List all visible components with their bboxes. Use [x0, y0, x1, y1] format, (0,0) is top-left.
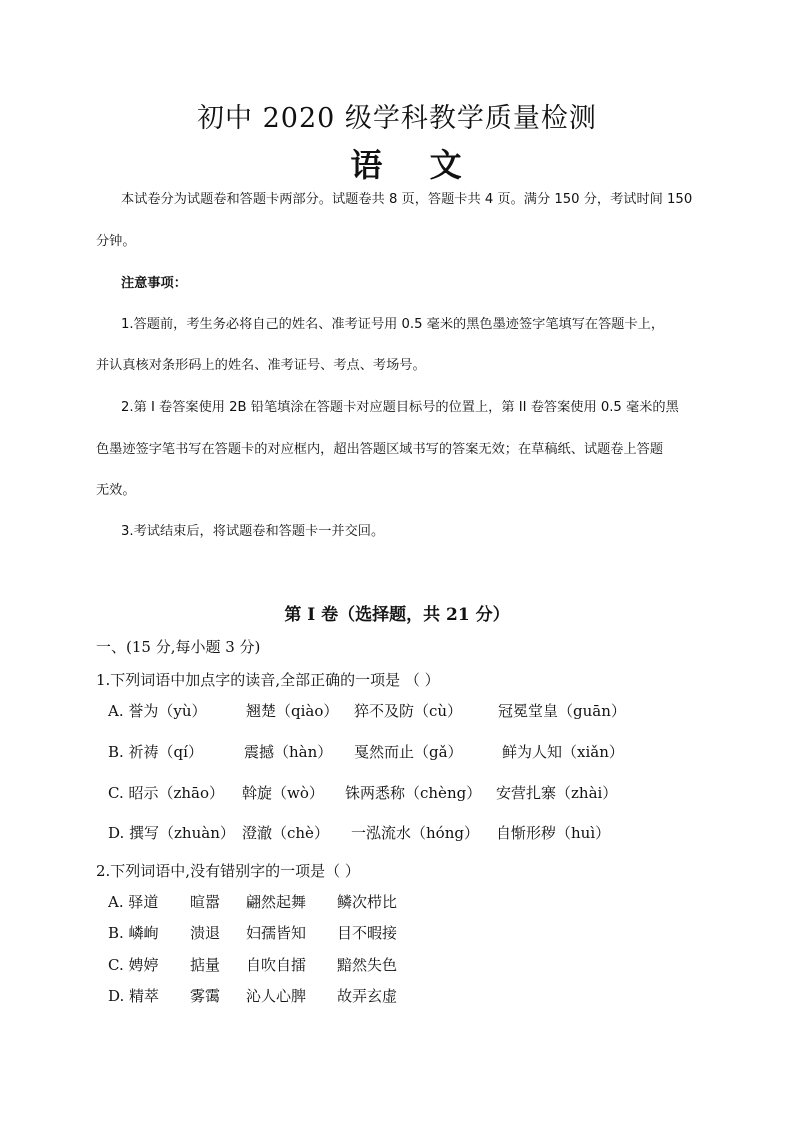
q2-b-word-1: B. 嶙峋: [108, 924, 159, 942]
q2-a-word-2: 暄嚣: [190, 893, 221, 911]
q2-c-word-1: C. 娉婷: [108, 956, 159, 974]
q1-d-word-4: 自惭形秽（huì）: [496, 824, 611, 842]
q2-option-a: [108, 891, 708, 913]
q2-option-c: [108, 954, 708, 976]
q1-c-word-2: 斡旋（wò）: [242, 784, 324, 802]
q2-c-word-3: 自吹自擂: [246, 956, 307, 974]
intro-line-1: 本试卷分为试题卷和答题卡两部分。试题卷共 8 页，答题卡共 4 页。满分 150 分，考试时间 150: [121, 192, 693, 207]
q1-a-word-3: 猝不及防（cù）: [354, 702, 463, 720]
q2-a-word-3: 翩然起舞: [246, 893, 307, 911]
q1-d-word-1: D. 撰写（zhuàn）: [108, 824, 235, 842]
part-heading: 一、(15 分,每小题 3 分): [96, 638, 261, 656]
notice-heading: 注意事项：: [121, 276, 187, 291]
q1-c-word-1: C. 昭示（zhāo）: [108, 784, 225, 802]
q2-b-word-3: 妇孺皆知: [246, 924, 307, 942]
section-title: 第 I 卷（选择题，共 21 分）: [284, 605, 510, 625]
q2-option-b: [108, 922, 708, 944]
notice-item-2-line-1: 2.第 I 卷答案使用 2B 铅笔填涂在答题卡对应题目标号的位置上，第 II 卷答案使用 0.5 毫米的黑: [121, 400, 679, 415]
q1-d-word-2: 澄澈（chè）: [242, 824, 329, 842]
question-2-stem: 2.下列词语中,没有错别字的一项是（ ）: [96, 862, 360, 880]
q1-a-word-4: 冠冕堂皇（guān）: [498, 702, 626, 720]
q1-a-word-1: A. 誉为（yù）: [108, 702, 207, 720]
question-1-stem: 1.下列词语中加点字的读音,全部正确的一项是 （ ）: [96, 671, 440, 689]
q1-c-word-3: 铢两悉称（chèng）: [345, 784, 482, 802]
q1-b-word-2: 震撼（hàn）: [244, 743, 333, 761]
q2-c-word-4: 黯然失色: [337, 956, 398, 974]
q2-d-word-4: 故弄玄虚: [337, 987, 398, 1005]
q2-b-word-4: 目不暇接: [337, 924, 398, 942]
q2-a-word-1: A. 驿道: [108, 893, 159, 911]
notice-item-1-line-1: 1.答题前，考生务必将自己的姓名、准考证号用 0.5 毫米的黑色墨迹签字笔填写在答题卡上，: [121, 317, 665, 332]
q2-a-word-4: 鳞次栉比: [337, 893, 398, 911]
q1-b-word-4: 鲜为人知（xiǎn）: [502, 743, 624, 761]
q1-option-a: [108, 700, 708, 722]
q1-option-d: [108, 822, 708, 844]
exam-title: 初中 2020 级学科教学质量检测: [197, 103, 597, 134]
q1-option-c: [108, 782, 708, 804]
q2-d-word-3: 沁人心脾: [246, 987, 307, 1005]
subject-title: 语 文: [350, 146, 480, 184]
notice-item-1-line-2: 并认真核对条形码上的姓名、准考证号、考点、考场号。: [96, 358, 426, 373]
notice-item-3: 3.考试结束后，将试题卷和答题卡一并交回。: [121, 524, 385, 539]
q2-d-word-1: D. 精萃: [108, 987, 160, 1005]
q1-b-word-3: 戛然而止（gǎ）: [354, 743, 463, 761]
q1-a-word-2: 翘楚（qiào）: [246, 702, 339, 720]
q1-b-word-1: B. 祈祷（qí）: [108, 743, 203, 761]
intro-line-2: 分钟。: [96, 234, 136, 249]
q1-d-word-3: 一泓流水（hóng）: [351, 824, 479, 842]
q1-option-b: [108, 741, 708, 763]
q2-c-word-2: 掂量: [190, 956, 221, 974]
q2-option-d: [108, 985, 708, 1007]
q2-d-word-2: 雾霭: [190, 987, 221, 1005]
notice-item-2-line-2: 色墨迹签字笔书写在答题卡的对应框内，超出答题区域书写的答案无效；在草稿纸、试题卷上答题: [96, 442, 664, 457]
q1-c-word-4: 安营扎寨（zhài）: [496, 784, 618, 802]
q2-b-word-2: 溃退: [190, 924, 221, 942]
notice-item-2-line-3: 无效。: [96, 483, 136, 498]
